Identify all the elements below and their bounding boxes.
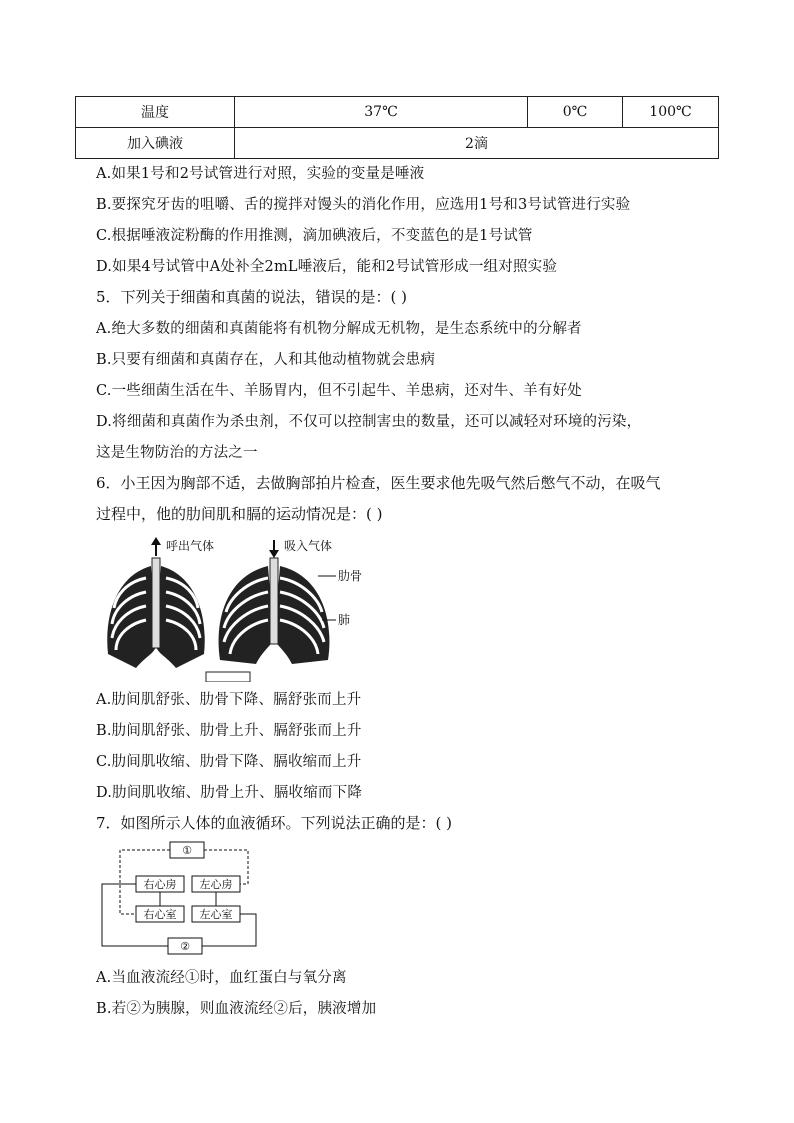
q6-option-a: A.肋间肌舒张、肋骨下降、膈舒张而上升 <box>96 692 362 708</box>
q4-option-d: D.如果4号试管中A处补全2mL唾液后，能和2号试管形成一组对照实验 <box>96 259 558 275</box>
q7-option-a: A.当血液流经①时，血红蛋白与氧分离 <box>96 970 347 986</box>
q5-stem: 5．下列关于细菌和真菌的说法，错误的是：( ) <box>96 288 408 306</box>
circulation-arrows <box>102 850 256 946</box>
ribcage-exhale-drawing <box>107 537 204 668</box>
q4-option-b: B.要探究牙齿的咀嚼、舌的搅拌对馒头的消化作用，应选用1号和3号试管进行实验 <box>96 197 631 213</box>
circulation-figure <box>96 838 266 956</box>
inhale-label: 吸入气体 <box>284 539 333 553</box>
table-cell: 温度 <box>76 97 235 128</box>
q6-stem: 6．小王因为胸部不适，去做胸部拍片检查，医生要求他先吸气然后憋气不动，在吸气 <box>96 474 661 492</box>
ribcage-figure <box>96 536 386 682</box>
right-atrium-label: 右心房 <box>143 878 177 891</box>
q5-option-b: B.只要有细菌和真菌存在，人和其他动植物就会患病 <box>96 352 436 368</box>
q7-stem: 7．如图所示人体的血液循环。下列说法正确的是：( ) <box>96 814 453 832</box>
q6-option-c: C.肋间肌收缩、肋骨下降、膈收缩而上升 <box>96 754 362 770</box>
left-atrium-label: 左心房 <box>199 878 233 891</box>
experiment-table <box>75 96 719 159</box>
table-cell: 2滴 <box>235 128 719 159</box>
box2-label: ② <box>180 940 190 953</box>
table-cell: 100℃ <box>623 97 719 128</box>
rib-label: 肋骨 <box>338 569 363 583</box>
q6-option-d: D.肋间肌收缩、肋骨上升、膈收缩而下降 <box>96 785 363 801</box>
table-row <box>76 97 719 128</box>
q6-option-b: B.肋间肌舒张、肋骨上升、膈舒张而上升 <box>96 723 362 739</box>
table-row <box>76 128 719 159</box>
box1-label: ① <box>182 844 192 857</box>
q5-option-a: A.绝大多数的细菌和真菌能将有机物分解成无机物，是生态系统中的分解者 <box>96 321 582 337</box>
q5-option-d-cont: 这是生物防治的方法之一 <box>96 445 258 461</box>
ribcage-inhale-drawing <box>219 540 336 664</box>
q5-option-c: C.一些细菌生活在牛、羊肠胃内，但不引起牛、羊患病，还对牛、羊有好处 <box>96 383 582 399</box>
right-ventricle-label: 右心室 <box>143 908 177 921</box>
q5-option-d: D.将细菌和真菌作为杀虫剂，不仅可以控制害虫的数量，还可以减轻对环境的污染， <box>96 414 642 430</box>
left-ventricle-label: 左心室 <box>199 908 233 921</box>
q7-option-b: B.若②为胰腺，则血液流经②后，胰液增加 <box>96 1001 377 1017</box>
table-cell: 加入碘液 <box>76 128 235 159</box>
lung-label: 肺 <box>338 613 351 627</box>
table-cell: 0℃ <box>528 97 623 128</box>
q4-option-a: A.如果1号和2号试管进行对照，实验的变量是唾液 <box>96 166 425 182</box>
exhale-label: 呼出气体 <box>166 539 215 553</box>
q4-option-c: C.根据唾液淀粉酶的作用推测，滴加碘液后，不变蓝色的是1号试管 <box>96 228 533 244</box>
table-cell: 37℃ <box>235 97 528 128</box>
q6-stem-cont: 过程中，他的肋间肌和膈的运动情况是：( ) <box>96 505 383 523</box>
cropped-label-box <box>206 672 250 682</box>
